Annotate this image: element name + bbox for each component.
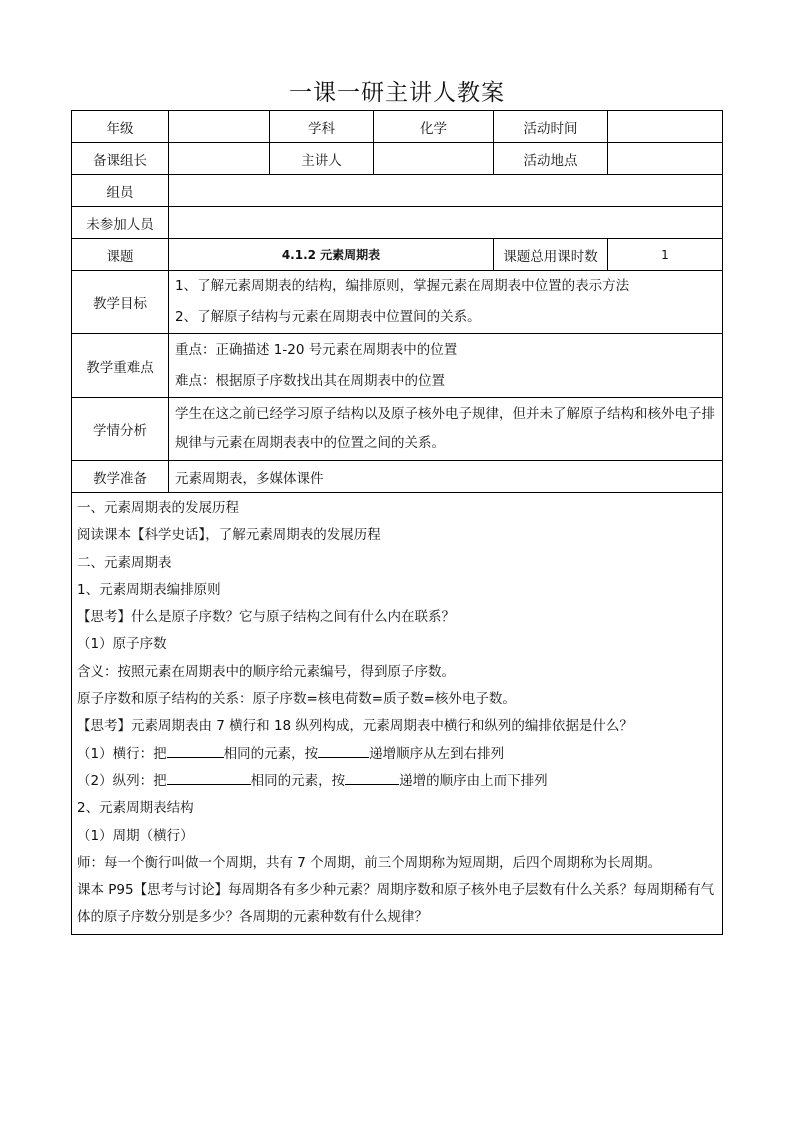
row-preparation [72, 461, 723, 493]
row-leader [72, 143, 723, 175]
fill-blank[interactable] [167, 743, 224, 758]
row-topic [72, 239, 723, 271]
content-line: 【思考】元素周期表由 7 横行和 18 纵列构成，元素周期表中横行和纵列的编排依据是什么？ [77, 718, 633, 735]
goals-cell [169, 271, 723, 334]
content-cell [72, 493, 723, 935]
grade-label: 年级 [72, 111, 169, 143]
content-line: （1）周期（横行） [77, 827, 194, 844]
members-value[interactable] [169, 175, 723, 207]
hours-label: 课题总用课时数 [494, 239, 608, 271]
preparation-text: 元素周期表，多媒体课件 [169, 461, 723, 493]
content-line: 阅读课本【科学史话】，了解元素周期表的发展历程 [77, 527, 381, 544]
location-label: 活动地点 [494, 143, 608, 175]
row-goals [72, 271, 723, 334]
content-line: 原子序数和原子结构的关系：原子序数=核电荷数=质子数=核外电子数。 [77, 691, 516, 708]
subject-label: 学科 [270, 111, 374, 143]
leader-label: 备课组长 [72, 143, 169, 175]
location-value[interactable] [608, 143, 723, 175]
lesson-plan-table [71, 110, 723, 935]
topic-value: 4.1.2 元素周期表 [169, 239, 494, 271]
row-grade [72, 111, 723, 143]
content-line: 【思考】什么是原子序数？它与原子结构之间有什么内在联系？ [77, 609, 455, 626]
row-absent [72, 207, 723, 239]
goals-label: 教学目标 [72, 271, 169, 334]
topic-label: 课题 [72, 239, 169, 271]
row-key-points [72, 334, 723, 398]
grade-value[interactable] [169, 111, 270, 143]
analysis-text: 学生在这之前已经学习原子结构以及原子核外电子规律，但并未了解原子结构和核外电子排规律与元素在周期表表中的位置之间的关系。 [169, 398, 723, 461]
fill-blank[interactable] [318, 743, 369, 758]
key-points-label: 教学重难点 [72, 334, 169, 398]
analysis-label: 学情分析 [72, 398, 169, 461]
goal-line: 2、了解原子结构与元素在周期表中位置间的关系。 [175, 309, 481, 325]
absent-value[interactable] [169, 207, 723, 239]
speaker-label: 主讲人 [270, 143, 374, 175]
preparation-label: 教学准备 [72, 461, 169, 493]
key-point-line: 难点：根据原子序数找出其在周期表中的位置 [175, 372, 445, 389]
fill-blank[interactable] [345, 770, 399, 785]
absent-label: 未参加人员 [72, 207, 169, 239]
key-point-line: 重点：正确描述 1-20 号元素在周期表中的位置 [175, 341, 458, 358]
activity-time-value[interactable] [608, 111, 723, 143]
content-line: 1、元素周期表编排原则 [77, 581, 221, 598]
subject-value[interactable]: 化学 [374, 111, 494, 143]
content-line: 含义：按照元素在周期表中的顺序给元素编号，得到原子序数。 [77, 663, 455, 680]
hours-value: 1 [608, 239, 723, 271]
document-title: 一课一研主讲人教案 [289, 80, 505, 106]
key-points-cell [169, 334, 723, 398]
activity-time-label: 活动时间 [494, 111, 608, 143]
leader-value[interactable] [169, 143, 270, 175]
content-line-blanks: （1）横行：把 相同的元素，按 递增顺序从左到右排列 [77, 741, 717, 768]
row-content [72, 493, 723, 935]
fill-blank[interactable] [167, 770, 251, 785]
content-line: 师：每一个衡行叫做一个周期，共有 7 个周期，前三个周期称为短周期，后四个周期称为长周期。 [77, 854, 662, 871]
members-label: 组员 [72, 175, 169, 207]
speaker-value[interactable] [374, 143, 494, 175]
content-line: 一、元素周期表的发展历程 [77, 500, 239, 516]
goal-line: 1、了解元素周期表的结构，编排原则，掌握元素在周期表中位置的表示方法 [175, 278, 630, 294]
row-members [72, 175, 723, 207]
content-line: （1）原子序数 [77, 636, 167, 653]
row-analysis [72, 398, 723, 461]
content-line: 课本 P95【思考与讨论】每周期各有多少种元素？周期序数和原子核外电子层数有什么关系？每周期稀有气体的原子序数分别是多少？各周期的元素种数有什么规律？ [77, 882, 715, 926]
content-line-blanks: （2）纵列：把 相同的元素，按 递增的顺序由上而下排列 [77, 768, 717, 795]
content-line: 2、元素周期表结构 [77, 800, 194, 817]
content-line: 二、元素周期表 [77, 554, 172, 571]
